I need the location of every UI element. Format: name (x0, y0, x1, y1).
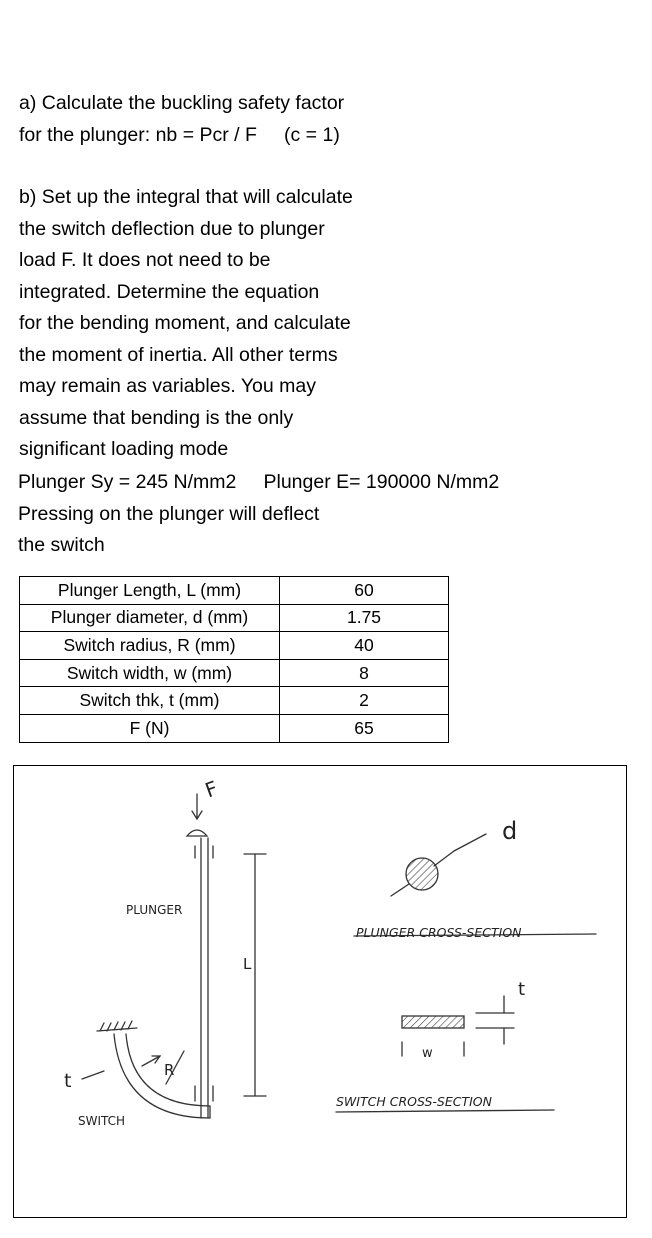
switch-thickness-dimension (476, 996, 514, 1044)
switch-section-rect (402, 1016, 464, 1028)
table-cell-value: 40 (280, 632, 449, 660)
sketch-drawing (14, 766, 626, 1217)
plunger-cross-section-circle (406, 858, 438, 890)
plunger-head (187, 830, 207, 836)
properties-table (19, 576, 449, 743)
radius-label: R (164, 1061, 175, 1079)
thickness-arrow (82, 1071, 104, 1079)
table-cell-label: Switch radius, R (mm) (20, 632, 280, 660)
diameter-leader (391, 834, 486, 896)
material-properties-line: Plunger Sy = 245 N/mm2 Plunger E= 190000 N/mm2 (18, 471, 500, 493)
table-row (20, 577, 449, 605)
part-b-line: for the bending moment, and calculate (19, 312, 351, 334)
part-b-line: significant loading mode (19, 438, 229, 460)
radius-arrow (142, 1051, 184, 1084)
part-b-line: assume that bending is the only (19, 406, 294, 429)
table-cell-value: 65 (280, 714, 449, 742)
part-b-line: the switch deflection due to plunger (19, 217, 325, 240)
plunger-rod (195, 838, 213, 1118)
table-cell-value: 60 (280, 577, 449, 605)
force-label: F (201, 775, 221, 803)
part-b-question (19, 182, 353, 466)
plunger-label: PLUNGER (126, 903, 183, 917)
note-line: Pressing on the plunger will deflect (18, 502, 320, 525)
part-b-line: the moment of inertia. All other terms (19, 343, 338, 366)
force-arrow (192, 794, 202, 819)
table-cell-value: 2 (280, 687, 449, 715)
switch-section-underline (336, 1110, 554, 1112)
table-row (20, 714, 449, 742)
switch-section-title: SWITCH CROSS-SECTION (336, 1094, 492, 1109)
table-row (20, 659, 449, 687)
table-cell-value: 8 (280, 659, 449, 687)
switch-label: SWITCH (78, 1114, 126, 1128)
table-row (20, 604, 449, 632)
width-dimension (402, 1042, 464, 1056)
table-cell-label: Switch thk, t (mm) (20, 687, 280, 715)
table-row (20, 632, 449, 660)
part-a-question (19, 88, 344, 151)
length-dimension (244, 854, 266, 1096)
table-cell-label: Switch width, w (mm) (20, 659, 280, 687)
part-a-line: for the plunger: nb = Pcr / F (c = 1) (19, 123, 340, 146)
section-thickness-label: t (518, 979, 526, 1000)
part-b-line: load F. It does not need to be (19, 249, 271, 271)
part-b-line: integrated. Determine the equation (19, 280, 320, 303)
table-cell-label: Plunger Length, L (mm) (20, 577, 280, 605)
thickness-label: t (64, 1070, 72, 1092)
length-label: L (243, 955, 252, 973)
plunger-section-title: PLUNGER CROSS-SECTION (356, 925, 522, 940)
table-cell-label: F (N) (20, 714, 280, 742)
width-label: w (422, 1046, 433, 1061)
material-parameters (18, 467, 499, 562)
diameter-label: d (502, 817, 518, 845)
part-b-line: may remain as variables. You may (19, 375, 316, 397)
sketch-figure (13, 765, 627, 1218)
part-b-line: b) Set up the integral that will calculate (19, 186, 353, 208)
table-cell-value: 1.75 (280, 604, 449, 632)
wall-hatching (97, 1021, 137, 1031)
table-row (20, 687, 449, 715)
part-a-line: a) Calculate the buckling safety factor (19, 92, 345, 114)
note-line: the switch (18, 534, 105, 556)
table-cell-label: Plunger diameter, d (mm) (20, 604, 280, 632)
switch-arc (114, 1034, 210, 1118)
